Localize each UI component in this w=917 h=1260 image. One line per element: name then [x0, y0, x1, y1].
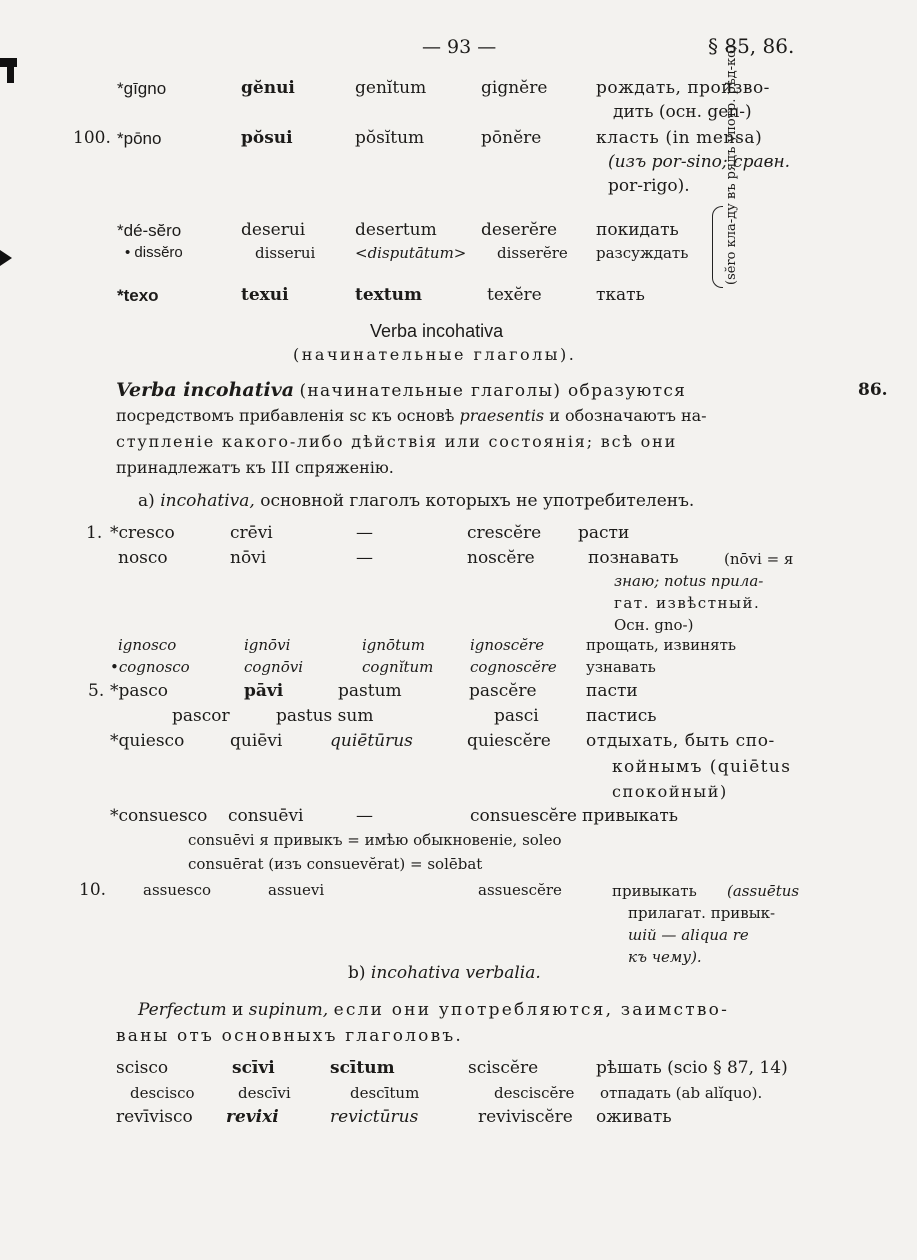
note-assuesco-2: прилагат. привык- — [628, 904, 776, 922]
gloss-revivisco: оживать — [596, 1107, 672, 1127]
infinitive-disserere: disserĕre — [497, 244, 568, 262]
subsection-b-term: incohativa verbalia. — [370, 963, 541, 983]
perfect-posui: pŏsui — [241, 128, 293, 148]
infinitive-cognoscere: cognoscĕre — [470, 658, 557, 676]
gloss-cresco: расти — [578, 523, 630, 543]
perfect-novi: nōvi — [230, 548, 267, 568]
binding-mark-mid — [0, 250, 12, 266]
para1-line2 — [116, 403, 707, 429]
infinitive-assuescere: assuescĕre — [478, 881, 562, 899]
infinitive-sciscere: sciscĕre — [468, 1058, 539, 1078]
infinitive-ponere: pōnĕre — [481, 128, 542, 148]
note-nosco-1: (nōvi = я — [724, 550, 794, 568]
gloss-consuesco: привыкать — [582, 806, 679, 826]
para1-line2-c: и обозначаютъ на- — [549, 406, 707, 425]
gloss-pasco: пасти — [586, 681, 638, 701]
infinitive-pascere: pascĕre — [469, 681, 537, 701]
verb-nosco: nosco — [118, 548, 168, 568]
infinitive-texere: texĕre — [487, 285, 542, 305]
infinitive-quiescere: quiescĕre — [467, 731, 551, 751]
verb-pasco: *pasco — [110, 681, 168, 701]
subsection-b-label: b) — [348, 963, 366, 983]
gloss-scisco: рѣшать (scio § 87, 14) — [596, 1058, 788, 1078]
note-quiesco-1: койнымъ (quiētus — [612, 757, 792, 777]
supine-ignotum: ignōtum — [362, 636, 426, 654]
item-number-1: 1. — [86, 523, 103, 543]
supine-pastum: pastum — [338, 681, 402, 701]
note-assuesco-3: шій — aliqua re — [628, 926, 749, 944]
supine-disputatum: <disputātum> — [355, 244, 467, 262]
supine-cognitum: cognĭtum — [362, 658, 434, 676]
para1-line3: ступленіе какого-либо дѣйствія или состоянія; всѣ они — [116, 432, 678, 451]
gloss-gigno-cont: дить (осн. gen-) — [613, 102, 752, 122]
verb-assuesco: assuesco — [143, 881, 212, 899]
brace-note-sero: (sĕro кла-ду въ рядъ употр. рѣд-ко) — [724, 44, 739, 285]
perfect-ignovi: ignōvi — [244, 636, 291, 654]
verb-revivisco: revīvisco — [116, 1107, 193, 1127]
page-number: — 93 — — [422, 36, 497, 58]
perfect-texui: texui — [241, 285, 289, 305]
note-nosco-3: гат. извѣстный. — [614, 594, 761, 612]
note-consuerat: consuērat (изъ consuevĕrat) = solēbat — [188, 855, 483, 873]
subsection-b — [348, 960, 541, 986]
perfect-disserui: disserui — [255, 244, 316, 262]
note-consuevi: consuēvi я привыкъ = имѣю обыкновеніе, soleo — [188, 831, 562, 849]
supine-cresco: — — [356, 523, 373, 543]
gloss-pono-cont2: por-rigo). — [608, 176, 690, 196]
perfect-quievi: quiēvi — [230, 731, 283, 751]
supine-nosco: — — [356, 548, 373, 568]
gloss-ignosco: прощать, извинять — [586, 636, 737, 654]
subsection-a-text: основной глаголъ которыхъ не употребителенъ. — [260, 491, 695, 511]
term-perfectum: Perfectum — [138, 1000, 227, 1020]
infinitive-crescere: crescĕre — [467, 523, 542, 543]
supine-consuesco: — — [356, 806, 373, 826]
infinitive-noscere: noscĕre — [467, 548, 535, 568]
perfect-consuevi: consuēvi — [228, 806, 304, 826]
gloss-cognosco: узнавать — [586, 658, 656, 676]
supine-positum: pŏsĭtum — [355, 128, 425, 148]
para2-line1-text: если они употребляются, заимство- — [333, 1000, 730, 1020]
perfect-deserui: deserui — [241, 220, 306, 240]
para2-line1 — [138, 997, 729, 1023]
infinitive-ignoscere: ignoscĕre — [470, 636, 545, 654]
supine-revicturus: revictūrus — [330, 1107, 419, 1127]
item-number-5: 5. — [88, 681, 105, 701]
subsection-a-term: incohativa, — [160, 491, 255, 511]
brace-desero-dissero — [712, 206, 723, 288]
para1-line2-a: посредствомъ прибавленія sc къ основѣ — [116, 406, 455, 425]
perfect-scivi: scīvi — [232, 1058, 275, 1078]
gloss-descisco: отпадать (ab alĭquo). — [600, 1084, 763, 1102]
verb-pascor: pascor — [172, 706, 230, 726]
section-numbers: § 85, 86. — [708, 34, 795, 58]
verb-desero: *dé-sĕro — [117, 221, 182, 240]
gloss-desero: покидать — [596, 220, 679, 240]
perfect-assuevi: assuevi — [268, 881, 325, 899]
verb-texo: *texo — [117, 286, 159, 305]
supine-desertum: desertum — [355, 220, 437, 240]
perfect-genui: gĕnui — [241, 78, 295, 98]
verb-quiesco: *quiesco — [110, 731, 185, 751]
verb-pono: *pōno — [117, 129, 162, 148]
section-86-marker: 86. — [858, 380, 888, 400]
verb-gigno: *gīgno — [117, 79, 167, 98]
term-praesentis: praesentis — [459, 406, 545, 425]
verb-cresco: *cresco — [110, 523, 175, 543]
verb-dissero: • dissĕro — [125, 244, 183, 261]
infinitive-gignere: gignĕre — [481, 78, 548, 98]
supine-textum: textum — [355, 285, 423, 305]
binding-mark-top-stem — [7, 58, 14, 83]
subsection-a — [138, 488, 694, 514]
verb-ignosco: ignosco — [118, 636, 177, 654]
perfect-pavi: pāvi — [244, 681, 284, 701]
note-nosco-2: знаю; notus прила- — [614, 572, 764, 590]
item-number-10: 10. — [79, 880, 107, 900]
section-heading: Verba incohativa — [370, 321, 504, 341]
gloss-pono-cont: (изъ por-sino; сравн. — [608, 152, 791, 172]
gloss-dissero: разсуждать — [596, 244, 689, 262]
item-number-100: 100. — [73, 128, 111, 148]
infinitive-desciscere: desciscĕre — [494, 1084, 575, 1102]
verb-descisco: descisco — [130, 1084, 195, 1102]
para1-line1 — [116, 377, 686, 404]
term-supinum: supinum, — [248, 1000, 329, 1020]
verb-consuesco: *consuesco — [110, 806, 208, 826]
subsection-a-label: a) — [138, 491, 155, 511]
gloss-assuesco: привыкать — [612, 882, 697, 900]
verb-cognosco: •cognosco — [110, 658, 190, 676]
supine-scitum: scītum — [330, 1058, 395, 1078]
para2-and: и — [232, 1000, 244, 1020]
term-verba-incohativa: Verba incohativa — [116, 379, 295, 401]
gloss-nosco: познавать — [588, 548, 679, 568]
gloss-pono: класть (in mensa) — [596, 128, 763, 148]
supine-genitum: genĭtum — [355, 78, 427, 98]
infinitive-pasci: pasci — [494, 706, 539, 726]
supine-quieturus: quiētūrus — [330, 731, 413, 751]
para1-line1-text: (начинательные глаголы) образуются — [299, 381, 687, 401]
supine-descitum: descītum — [350, 1084, 420, 1102]
perfect-crevi: crēvi — [230, 523, 273, 543]
infinitive-deserere: deserĕre — [481, 220, 558, 240]
note-assuesco-1: (assuētus — [727, 882, 800, 900]
verb-scisco: scisco — [116, 1058, 169, 1078]
gloss-pascor: пастись — [586, 706, 657, 726]
perfect-revixi: revixi — [226, 1107, 279, 1127]
note-assuesco-4: къ чему). — [628, 948, 702, 966]
perfect-pastus-sum: pastus sum — [276, 706, 374, 726]
para1-line4: принадлежатъ къ III спряженію. — [116, 458, 394, 477]
gloss-gigno: рождать, произво- — [596, 78, 770, 98]
perfect-cognovi: cognōvi — [244, 658, 303, 676]
infinitive-consuescere: consuescĕre — [470, 806, 577, 826]
infinitive-reviviscere: reviviscĕre — [478, 1107, 573, 1127]
para2-line2: ваны отъ основныхъ глаголовъ. — [116, 1026, 463, 1046]
perfect-descivi: descīvi — [238, 1084, 291, 1102]
gloss-texo: ткать — [596, 285, 645, 305]
note-quiesco-2: спокойный) — [612, 782, 728, 801]
note-nosco-4: Осн. gno-) — [614, 616, 694, 634]
section-subheading: (начинательные глаголы). — [293, 345, 577, 364]
gloss-quiesco: отдыхать, быть спо- — [586, 731, 775, 751]
